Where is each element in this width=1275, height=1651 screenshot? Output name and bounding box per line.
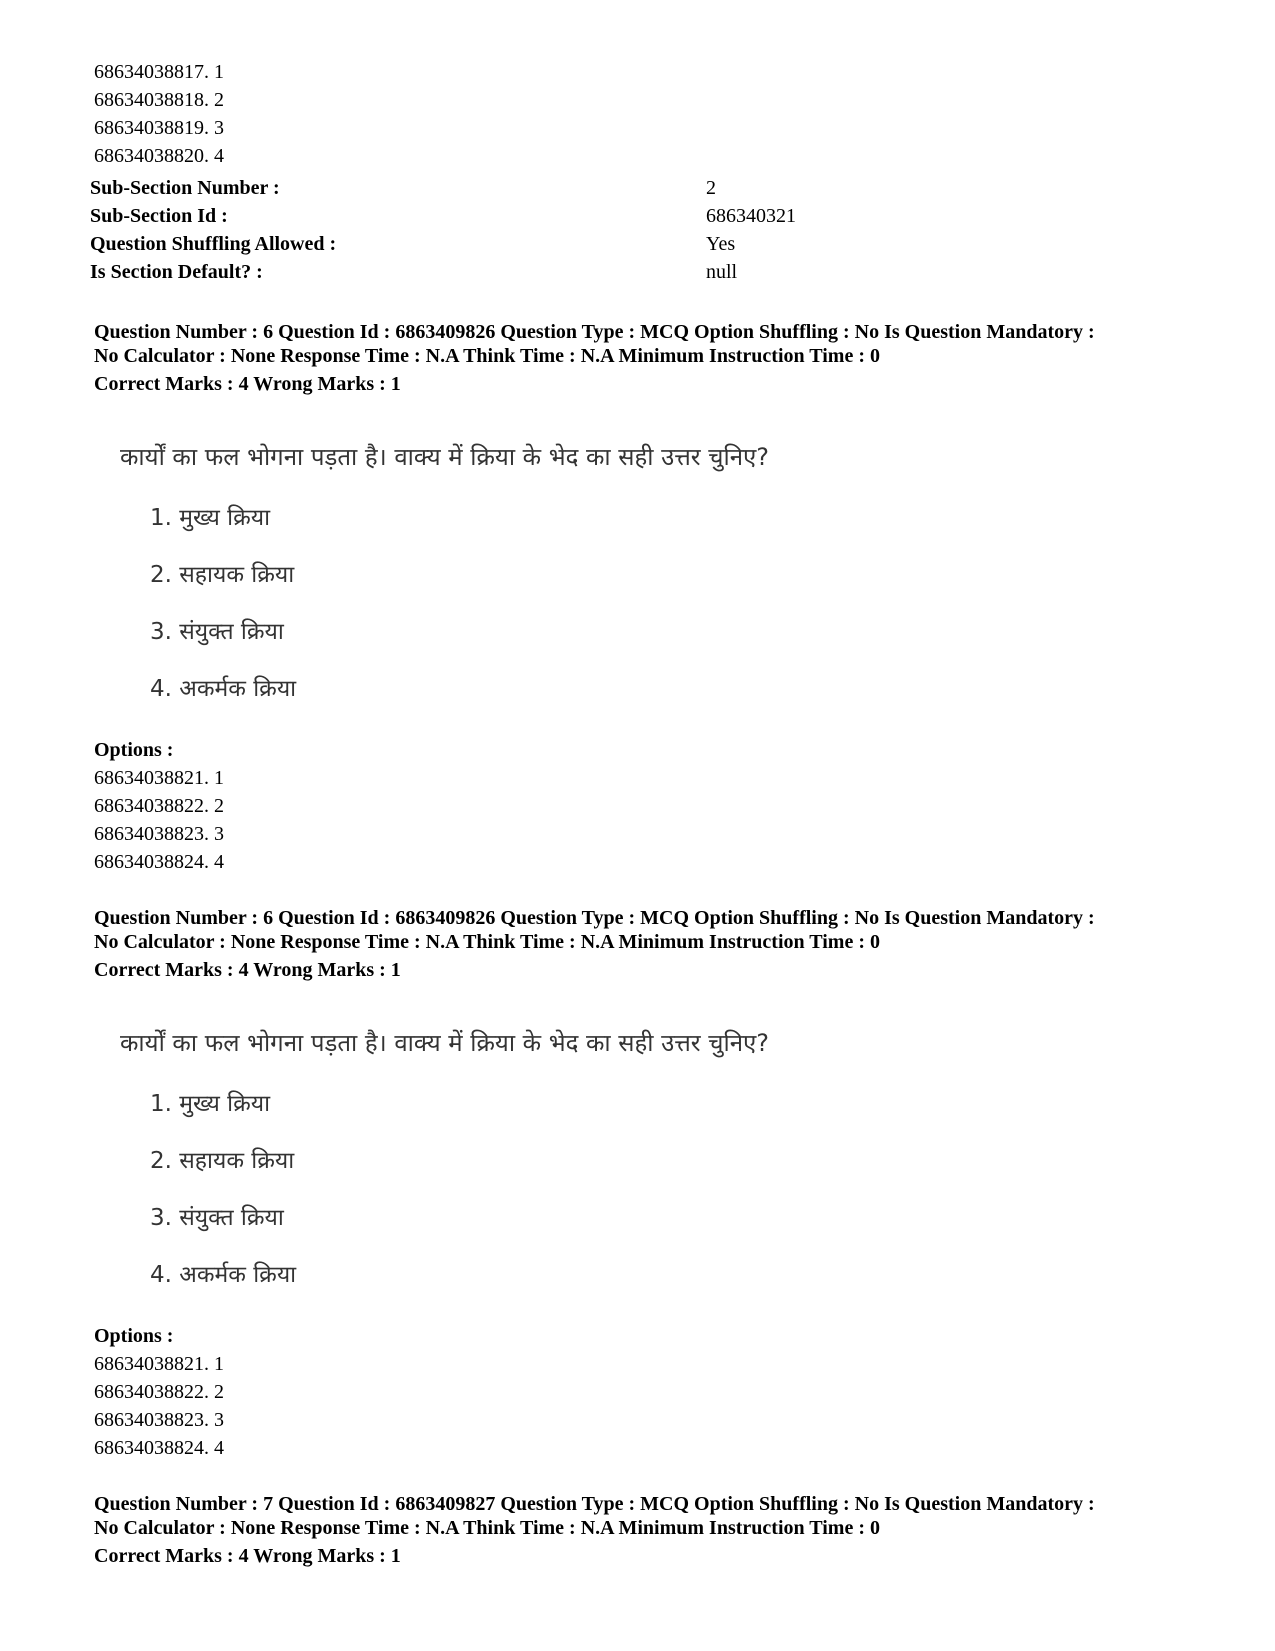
- q6b-option-2: 68634038822. 2: [94, 1381, 224, 1403]
- q6a-choice-4: 4. अकर्मक क्रिया: [150, 676, 297, 702]
- section-default-value: null: [706, 261, 738, 283]
- q6b-question-text: कार्यों का फल भोगना पड़ता है। वाक्य में क्रिया के भेद का सही उत्तर चुनिए?: [120, 1029, 770, 1057]
- q6a-option-2: 68634038822. 2: [94, 795, 224, 817]
- subsection-id-value: 686340321: [706, 205, 796, 227]
- q6b-option-4: 68634038824. 4: [94, 1437, 224, 1459]
- q6a-option-4: 68634038824. 4: [94, 851, 224, 873]
- q6b-header-line2: No Calculator : None Response Time : N.A Think Time : N.A Minimum Instruction Time : 0: [94, 931, 880, 953]
- top-option-3: 68634038819. 3: [94, 117, 224, 139]
- q7-header-line2: No Calculator : None Response Time : N.A Think Time : N.A Minimum Instruction Time : 0: [94, 1517, 880, 1539]
- q6b-header-line1: Question Number : 6 Question Id : 6863409826 Question Type : MCQ Option Shuffling : No Is Question Mandatory :: [94, 907, 1095, 929]
- q6b-choice-1: 1. मुख्य क्रिया: [150, 1091, 271, 1117]
- q6a-question-text: कार्यों का फल भोगना पड़ता है। वाक्य में क्रिया के भेद का सही उत्तर चुनिए?: [120, 443, 770, 471]
- q6a-options-label: Options :: [94, 739, 174, 761]
- section-default-label: Is Section Default? :: [90, 261, 263, 283]
- q6b-marks: Correct Marks : 4 Wrong Marks : 1: [94, 959, 401, 981]
- q6b-choice-3: 3. संयुक्त क्रिया: [150, 1205, 284, 1231]
- subsection-id-label: Sub-Section Id :: [90, 205, 228, 227]
- q6a-option-3: 68634038823. 3: [94, 823, 224, 845]
- subsection-number-label: Sub-Section Number :: [90, 177, 280, 199]
- q6a-header-line2: No Calculator : None Response Time : N.A Think Time : N.A Minimum Instruction Time : 0: [94, 345, 880, 367]
- q6b-choice-4: 4. अकर्मक क्रिया: [150, 1262, 297, 1288]
- top-option-2: 68634038818. 2: [94, 89, 224, 111]
- q6b-options-label: Options :: [94, 1325, 174, 1347]
- q6b-option-3: 68634038823. 3: [94, 1409, 224, 1431]
- subsection-number-value: 2: [706, 177, 716, 199]
- q6a-choice-2: 2. सहायक क्रिया: [150, 562, 295, 588]
- q6a-choice-3: 3. संयुक्त क्रिया: [150, 619, 284, 645]
- q7-marks: Correct Marks : 4 Wrong Marks : 1: [94, 1545, 401, 1567]
- top-option-4: 68634038820. 4: [94, 145, 224, 167]
- q6a-header-line1: Question Number : 6 Question Id : 6863409826 Question Type : MCQ Option Shuffling : No Is Question Mandatory :: [94, 321, 1095, 343]
- q7-header-line1: Question Number : 7 Question Id : 6863409827 Question Type : MCQ Option Shuffling : No Is Question Mandatory :: [94, 1493, 1095, 1515]
- q6b-choice-2: 2. सहायक क्रिया: [150, 1148, 295, 1174]
- shuffle-value: Yes: [706, 233, 736, 255]
- top-option-1: 68634038817. 1: [94, 61, 224, 83]
- q6a-marks: Correct Marks : 4 Wrong Marks : 1: [94, 373, 401, 395]
- q6b-option-1: 68634038821. 1: [94, 1353, 224, 1375]
- shuffle-label: Question Shuffling Allowed :: [90, 233, 337, 255]
- q6a-option-1: 68634038821. 1: [94, 767, 224, 789]
- q6a-choice-1: 1. मुख्य क्रिया: [150, 505, 271, 531]
